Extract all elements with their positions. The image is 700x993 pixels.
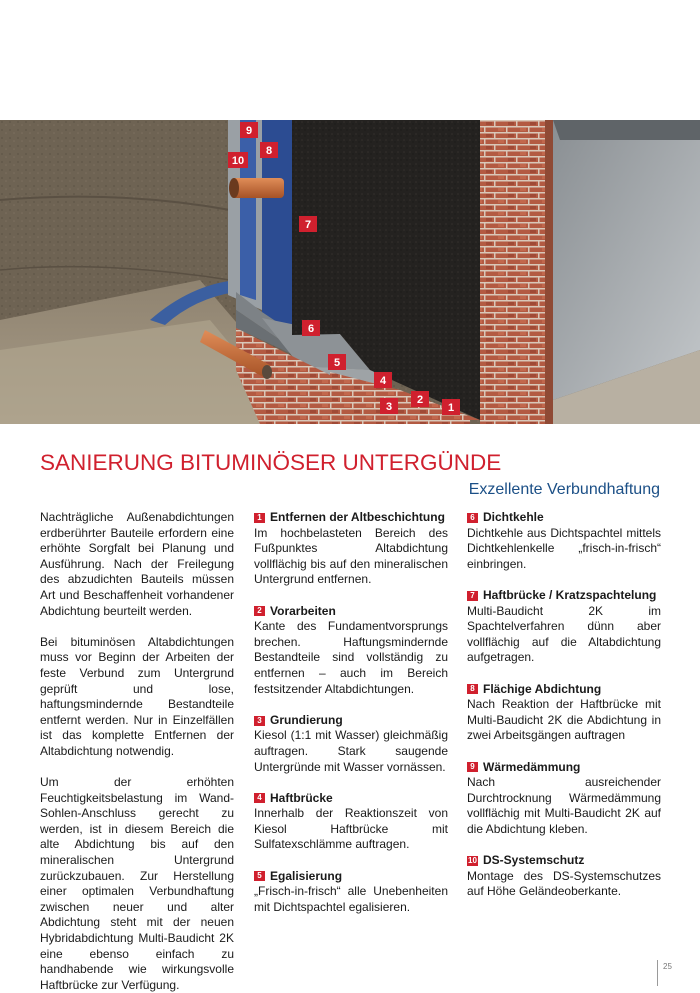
step-text: Nach ausreichender Durchtrocknung Wärmedämmung vollflächig mit Multi-Baudicht 2K auf die Abdichtung kleben. — [467, 775, 661, 836]
step-number-badge: 8 — [467, 684, 478, 694]
step-title: Haftbrücke / Kratzspachtelung — [483, 587, 657, 602]
step-6 — [467, 510, 661, 572]
step-title: Haftbrücke — [270, 790, 333, 805]
step-text: Im hochbelasteten Bereich des Fußpunktes Altabdichtung vollflächig bis auf den mineralischen Untergrund entfernen. — [254, 525, 448, 587]
intro-paragraph: Nachträgliche Außenabdichtungen erdberührter Bauteile erfordern eine erhöhte Sorgfalt bei Planung und Ausführung. Nach der Freilegung des abzudichten Bauteils müssen Art und Beschaffenheit vorhandener Abdichtung beurteilt werden. — [40, 510, 234, 618]
step-text: Kiesol (1:1 mit Wasser) gleichmäßig auftragen. Stark saugende Untergründe mit Wasser vornässen. — [254, 728, 448, 774]
marker-2 — [411, 391, 429, 407]
page-number-divider — [657, 960, 658, 986]
step-title: Grundierung — [270, 712, 343, 727]
steps-column-2 — [467, 510, 661, 915]
step-title: Flächige Abdichtung — [483, 681, 602, 696]
step-7 — [467, 588, 661, 666]
marker-6 — [302, 320, 320, 336]
page-title: SANIERUNG BITUMINÖSER UNTERGÜNDE — [40, 450, 502, 475]
step-4 — [254, 791, 448, 853]
marker-1 — [442, 399, 460, 415]
svg-text:10: 10 — [231, 155, 245, 167]
svg-text:8: 8 — [265, 145, 273, 157]
step-title: Entfernen der Altbeschichtung — [270, 510, 445, 524]
step-number-badge: 4 — [254, 793, 265, 803]
step-title: Egalisierung — [270, 868, 343, 883]
step-number-badge: 7 — [467, 591, 478, 601]
intro-paragraph: Bei bituminösen Altabdichtungen muss vor Beginn der Arbeiten der feste Verbund zum Untergrund geprüft und lose, haftungsmindernde Bestandteile entfernt werden. Nur in Einzelfällen ist das komplette Entfernen der Altabdichtung notwendig. — [40, 634, 234, 758]
step-text: Dichtkehle aus Dichtspachtel mittels Dichtkehlenkelle „frisch-in-frisch“ einbringen. — [467, 525, 661, 571]
step-text: Montage des DS-Systemschutzes auf Höhe Geländeoberkante. — [467, 868, 661, 899]
step-number-badge: 5 — [254, 871, 265, 881]
step-1 — [254, 510, 448, 588]
construction-illustration — [0, 120, 700, 424]
steps-column-1 — [254, 510, 448, 931]
step-text: Kante des Fundamentvorsprungs brechen. Haftungsmindernde Bestandteile sind vollständig zu entfernen – auch im Bereich festsitzender Altabdichtungen. — [254, 619, 448, 696]
step-title: DS-Systemschutz — [483, 853, 585, 868]
page-number: 25 — [663, 962, 672, 971]
svg-text:5: 5 — [333, 357, 341, 369]
intro-column — [40, 510, 234, 993]
step-title: Vorarbeiten — [270, 603, 336, 618]
svg-text:6: 6 — [307, 323, 315, 335]
step-3 — [254, 713, 448, 775]
svg-text:2: 2 — [416, 394, 424, 406]
marker-4 — [374, 372, 392, 388]
step-text: Innerhalb der Reaktionszeit von Kiesol Haftbrücke mit Sulfatexschlämme auftragen. — [254, 806, 448, 852]
svg-text:4: 4 — [379, 375, 387, 387]
step-number-badge: 9 — [467, 762, 478, 772]
step-text: Nach Reaktion der Haftbrücke mit Multi-Baudicht 2K die Abdichtung in zwei Arbeitsgängen auftragen — [467, 697, 661, 743]
step-10 — [467, 853, 661, 900]
marker-3 — [380, 398, 398, 414]
step-5 — [254, 869, 448, 916]
step-text: Multi-Baudicht 2K im Spachtelverfahren dünn aber vollflächig auf die Altabdichtung aufgetragen. — [467, 603, 661, 665]
step-title: Dichtkehle — [483, 510, 544, 524]
step-number-badge: 2 — [254, 606, 265, 616]
step-number-badge: 3 — [254, 716, 265, 726]
step-number-badge: 1 — [254, 513, 265, 523]
svg-text:3: 3 — [385, 401, 393, 413]
step-9 — [467, 760, 661, 838]
marker-10 — [228, 152, 248, 168]
svg-text:1: 1 — [447, 402, 455, 414]
page-subtitle: Exzellente Verbundhaftung — [468, 481, 660, 498]
step-2 — [254, 604, 448, 698]
svg-text:7: 7 — [304, 219, 312, 231]
marker-8 — [260, 142, 278, 158]
marker-7 — [299, 216, 317, 232]
marker-5 — [328, 354, 346, 370]
step-text: „Frisch-in-frisch“ alle Unebenheiten mit Dichtspachtel egalisieren. — [254, 884, 448, 914]
step-title: Wärmedämmung — [483, 759, 581, 774]
intro-paragraph: Um der erhöhten Feuchtigkeitsbelastung im Wand-Sohlen-Anschluss gerecht zu werden, ist in diesem Bereich die alte Abdichtung bis auf den mineralischen Untergrund zurückzubauen. Zur Herstellung einer optimalen Verbundhaftung zwischen neuer und alter Abdichtung steht mit der neuen Hybridabdichtung Multi-Baudicht 2K eine ebenso einfach zu handhabende wie wirkungsvolle Haftbrücke zur Verfügung. — [40, 775, 234, 992]
step-number-badge: 10 — [468, 855, 477, 865]
marker-9 — [240, 122, 258, 138]
step-8 — [467, 682, 661, 744]
step-number-badge: 6 — [467, 513, 478, 523]
svg-text:9: 9 — [245, 125, 253, 137]
